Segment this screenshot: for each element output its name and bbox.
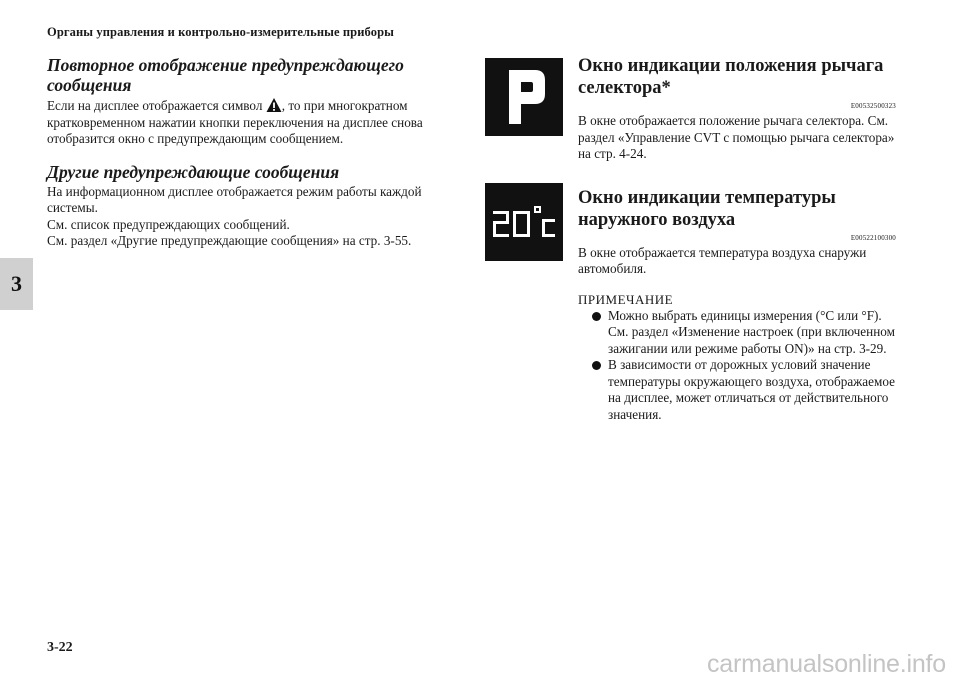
- list-item: Можно выбрать единицы измерения (°C или °F). См. раздел «Изменение настроек (при включенном зажигании или режиме работы ON)» на стр. 3-29.: [578, 308, 896, 358]
- bullet-icon: [592, 361, 601, 370]
- note-list: [578, 308, 896, 424]
- note-block: [578, 292, 896, 424]
- list-item: В зависимости от дорожных условий значение температуры окружающего воздуха, отображаемое на дисплее, может отличаться от действительного значения.: [578, 357, 896, 423]
- parking-p-icon: [485, 58, 563, 136]
- chapter-tab: [0, 258, 33, 310]
- temperature-readout-icon: [485, 183, 563, 261]
- section-heading-temperature: Окно индикации температуры наружного воздуха: [578, 187, 836, 230]
- section-text-line: На информационном дисплее отображается режим работы каждой системы.: [47, 183, 422, 215]
- section-text-line: См. список предупреждающих сообщений.: [47, 216, 290, 232]
- section-text-selector: В окне отображается положение рычага селектора. См. раздел «Управление CVT с помощью рычага селектора» на стр. 4-24.: [578, 113, 895, 161]
- section-code: E00522100300: [850, 233, 896, 242]
- section-text-line: См. раздел «Другие предупреждающие сообщения» на стр. 3-55.: [47, 233, 412, 248]
- note-title: ПРИМЕЧАНИЕ: [578, 291, 674, 307]
- warning-triangle-icon: [266, 97, 282, 113]
- page-number: 3-22: [47, 640, 73, 655]
- outside-temperature-display: [485, 183, 563, 261]
- chapter-number: 3: [11, 271, 22, 296]
- bullet-icon: [592, 312, 601, 321]
- section-heading-repeat-warning: Повторное отображение предупреждающего сообщения: [47, 55, 404, 95]
- section-text-repeat-warning: Если на дисплее отображается символ , то при многократном кратковременном нажатии кнопки переключения на дисплее снова отобразится окно с предупреждающим сообщением.: [47, 98, 423, 146]
- selector-position-display: [485, 58, 563, 136]
- running-header: Органы управления и контрольно-измерительные приборы: [47, 25, 394, 39]
- section-heading-selector: Окно индикации положения рычага селектора*: [578, 56, 884, 98]
- section-code: E00532500323: [850, 102, 896, 110]
- right-column: [578, 55, 896, 423]
- left-column: [47, 55, 447, 250]
- section-text-temperature: В окне отображается температура воздуха снаружи автомобиля.: [578, 244, 867, 276]
- watermark: carmanualsonline.info: [706, 650, 946, 678]
- section-heading-other-warnings: Другие предупреждающие сообщения: [47, 161, 340, 182]
